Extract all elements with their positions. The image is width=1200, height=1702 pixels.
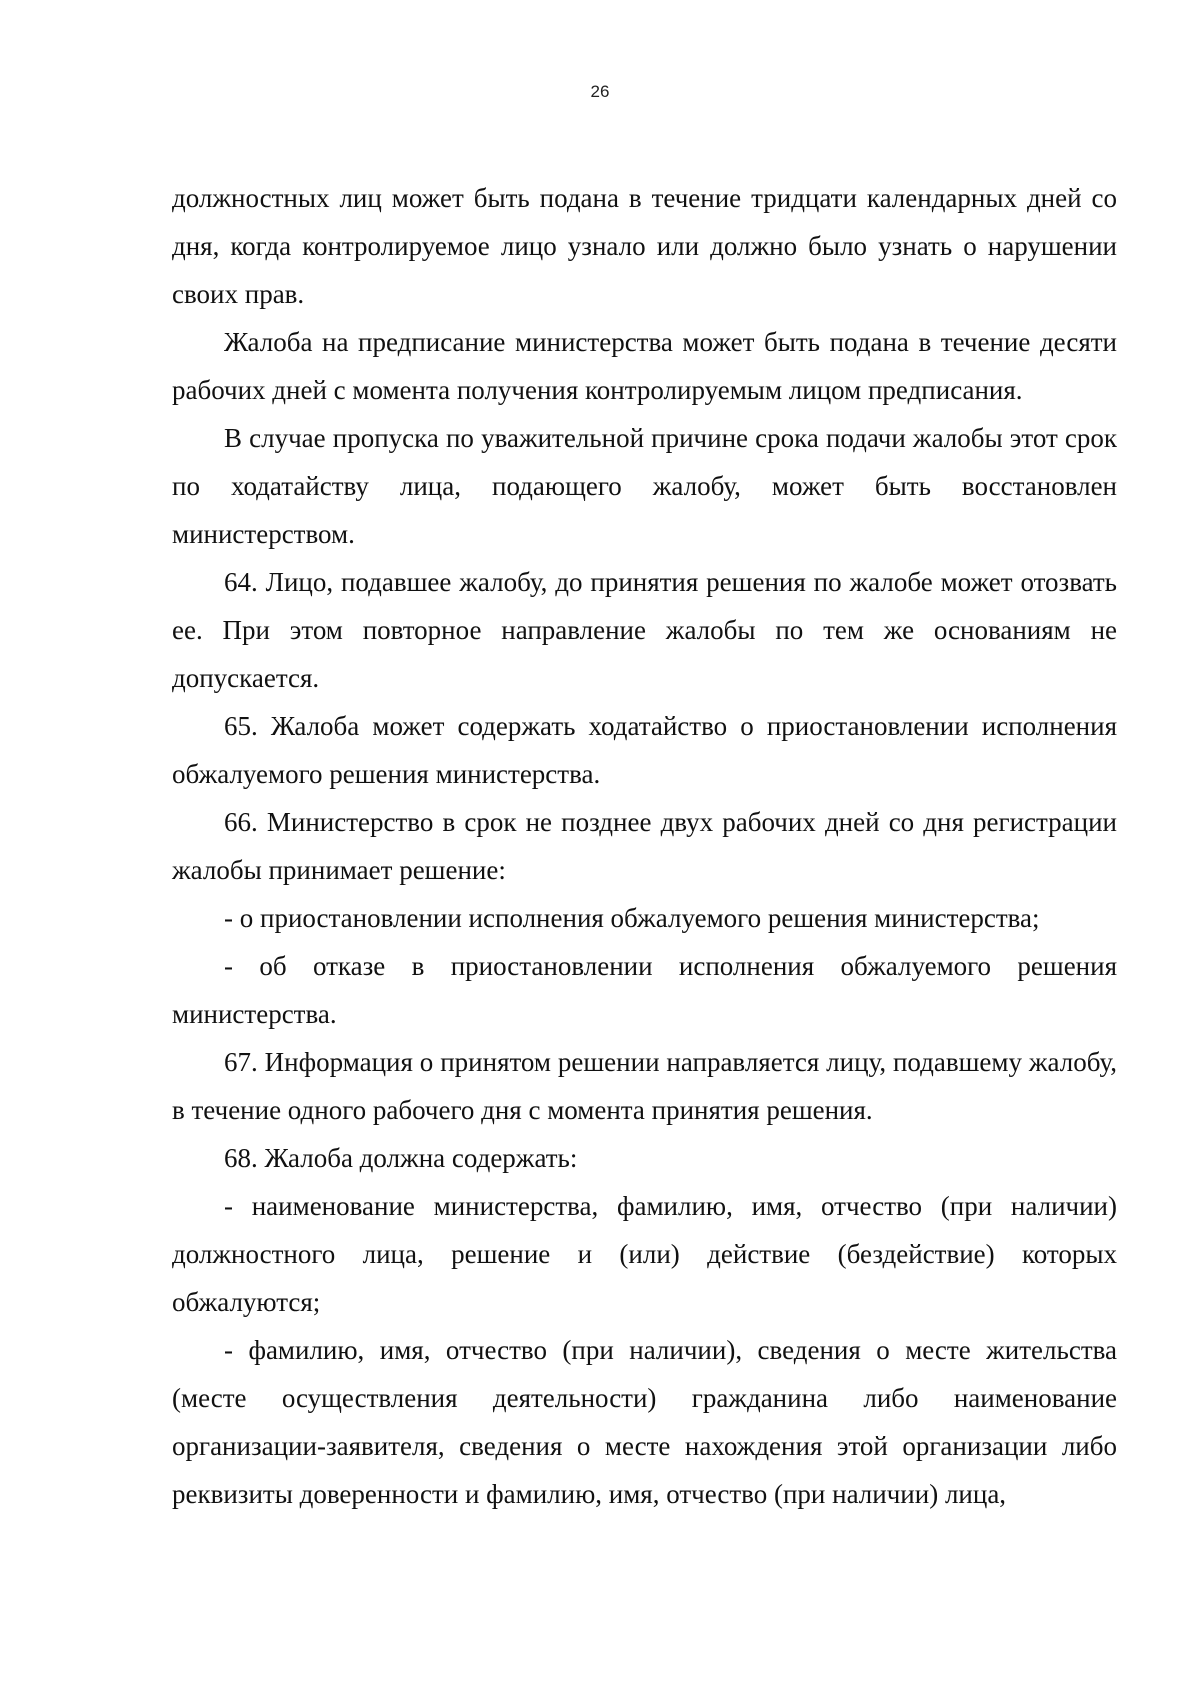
paragraph-term-restoration: В случае пропуска по уважительной причине срока подачи жалобы этот срок по ходатайству лица, подающего жалобу, может быть восстановлен министерством.	[172, 423, 1117, 549]
page-number: 26	[590, 82, 610, 101]
document-body	[172, 174, 1117, 1518]
list-item-suspension: - о приостановлении исполнения обжалуемого решения министерства;	[224, 903, 1040, 933]
paragraph-66: 66. Министерство в срок не позднее двух рабочих дней со дня регистрации жалобы принимает решение:	[172, 807, 1117, 885]
list-item-applicant-info: - фамилию, имя, отчество (при наличии), сведения о месте жительства (месте осуществления деятельности) гражданина либо наименование организации-заявителя, сведения о месте нахождения этой организации либо реквизиты доверенности и фамилию, имя, отчество (при наличии) лица,	[172, 1335, 1117, 1509]
paragraph-continuation: должностных лиц может быть подана в течение тридцати календарных дней со дня, когда контролируемое лицо узнало или должно было узнать о нарушении своих прав.	[172, 183, 1117, 309]
list-item-ministry-name: - наименование министерства, фамилию, имя, отчество (при наличии) должностного лица, решение и (или) действие (бездействие) которых обжалуются;	[172, 1191, 1117, 1317]
paragraph-64: 64. Лицо, подавшее жалобу, до принятия решения по жалобе может отозвать ее. При этом повторное направление жалобы по тем же основаниям не допускается.	[172, 567, 1117, 693]
paragraph-65: 65. Жалоба может содержать ходатайство о приостановлении исполнения обжалуемого решения министерства.	[172, 711, 1117, 789]
paragraph-68: 68. Жалоба должна содержать:	[224, 1143, 578, 1173]
paragraph-67: 67. Информация о принятом решении направляется лицу, подавшему жалобу, в течение одного рабочего дня с момента принятия решения.	[172, 1047, 1117, 1125]
paragraph-prescription-appeal-term: Жалоба на предписание министерства может быть подана в течение десяти рабочих дней с момента получения контролируемым лицом предписания.	[172, 327, 1117, 405]
list-item-refusal: - об отказе в приостановлении исполнения обжалуемого решения министерства.	[172, 951, 1117, 1029]
